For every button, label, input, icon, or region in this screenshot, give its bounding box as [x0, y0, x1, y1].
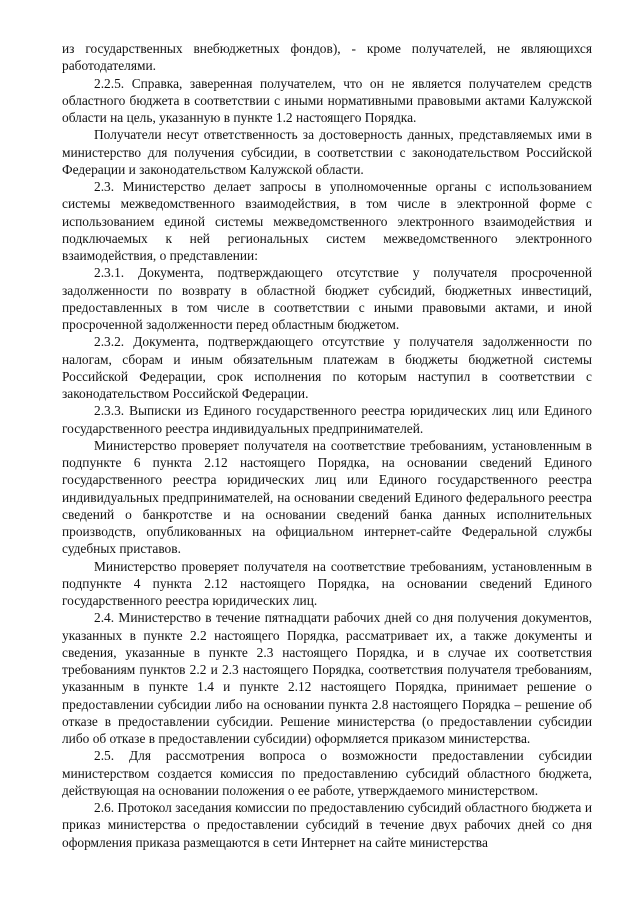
paragraph-check-1: Министерство проверяет получателя на соответствие требованиям, установленным в подпункте 6 пункта 2.12 настоящего Порядка, на основании сведений Единого государственного реестра юридических лиц или Единого государственного реестра индивидуальных предпринимателей, на основании сведений Единого федерального реестра сведений о банкротстве и на основании сведений банка данных исполнительных производств, опубликованных на официальном интернет-сайте Федеральной службы судебных приставов. — [62, 437, 592, 557]
paragraph-check-2: Министерство проверяет получателя на соответствие требованиям, установленным в подпункте 4 пункта 2.12 настоящего Порядка, на основании сведений Единого государственного реестра юридических лиц. — [62, 558, 592, 608]
paragraph-2-5: 2.5. Для рассмотрения вопроса о возможности предоставлении субсидии министерством создается комиссия по предоставлению субсидий областного бюджета, действующая на основании положения о ее работе, утверждаемого министерством. — [62, 748, 592, 798]
paragraph-2-6: 2.6. Протокол заседания комиссии по предоставлению субсидий областного бюджета и приказ министерства о предоставлении субсидий в течение двух рабочих дней со дня оформления приказа размещаются в сети Интернет на сайте министерства — [62, 800, 592, 850]
paragraph-2-3: 2.3. Министерство делает запросы в уполномоченные органы с использованием системы межведомственного взаимодействия, в том числе в электронной форме с использованием единой системы межведомственного электронного взаимодействия и подключаемых к ней региональных систем межведомственного электронного взаимодействия, о представлении: — [62, 179, 592, 263]
paragraph-2-3-3: 2.3.3. Выписки из Единого государственного реестра юридических лиц или Единого государственного реестра индивидуальных предпринимателей. — [62, 403, 592, 436]
paragraph-1: из государственных внебюджетных фондов), - кроме получателей, не являющихся работодателями. — [62, 41, 592, 74]
paragraph-2-4: 2.4. Министерство в течение пятнадцати рабочих дней со дня получения документов, указанных в пункте 2.2 настоящего Порядка, рассматривает их, а также документы и сведения, указанные в пункте 2.3 настоящего Порядка, и в случае их соответствия требованиям пунктов 2.2 и 2.3 настоящего Порядка, соответствия получателя требованиям, указанным в пункте 1.4 и пункте 2.12 настоящего Порядка, принимает решение о предоставлении субсидии либо на основании пункта 2.8 настоящего Порядка – решение об отказе в предоставлении субсидии. Решение министерства (о предоставлении субсидии либо об отказе в предоставлении субсидии) оформляется приказом министерства. — [62, 610, 592, 746]
paragraph-2-2-5: 2.2.5. Справка, заверенная получателем, что он не является получателем средств областного бюджета в соответствии с иными нормативными правовыми актами Калужской области на цель, указанную в пункте 1.2 настоящего Порядка. — [62, 75, 592, 125]
paragraph-2-3-2: 2.3.2. Документа, подтверждающего отсутствие у получателя задолженности по налогам, сборам и иным обязательным платежам в бюджеты бюджетной системы Российской Федерации, срок исполнения по которым наступил в соответствии с законодательством Российской Федерации. — [62, 334, 592, 401]
paragraph-2-3-1: 2.3.1. Документа, подтверждающего отсутствие у получателя просроченной задолженности по возврату в областной бюджет субсидий, бюджетных инвестиций, предоставленных в том числе в соответствии с иными правовыми актами, и иной просроченной задолженности перед областным бюджетом. — [62, 265, 592, 332]
paragraph-responsibility: Получатели несут ответственность за достоверность данных, представляемых ими в министерство для получения субсидии, в соответствии с законодательством Российской Федерации и законодательством Калужской области. — [62, 127, 592, 177]
